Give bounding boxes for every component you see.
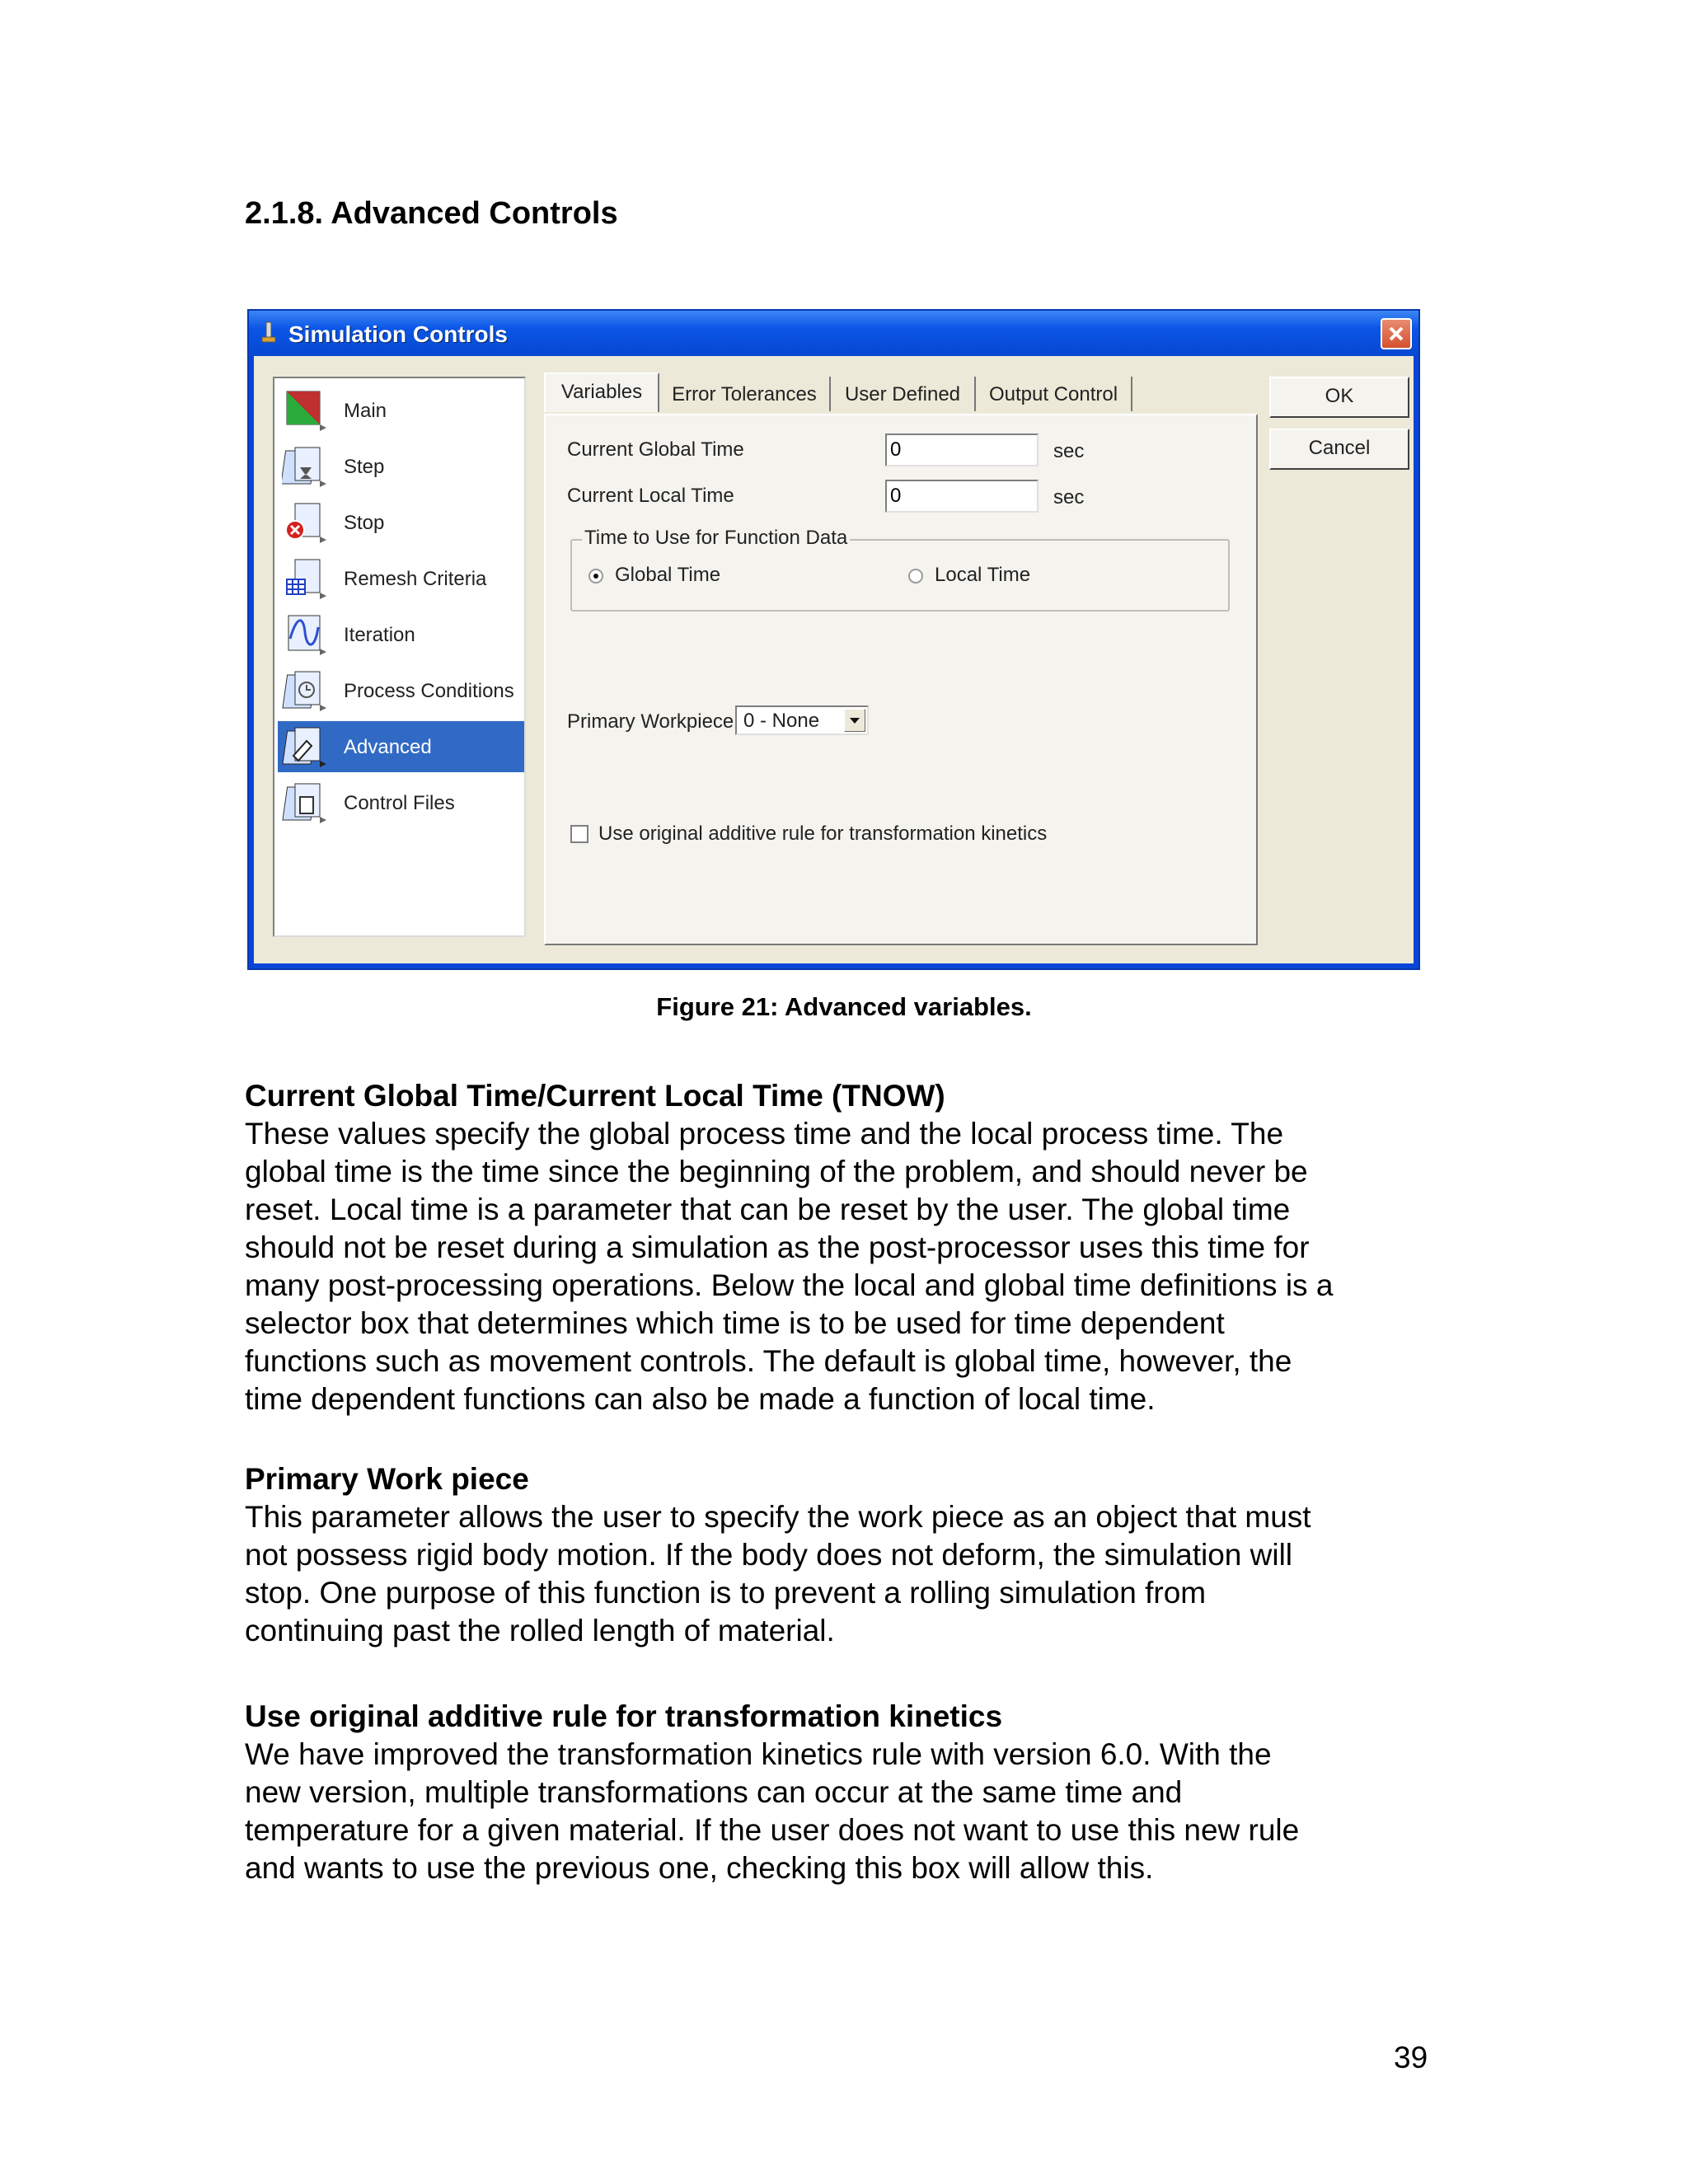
simulation-controls-dialog [247,309,1420,970]
dialog-client [254,356,1414,963]
section-heading: 2.1.8. Advanced Controls [245,196,618,231]
section-body-kinetics: We have improved the transformation kinetics rule with version 6.0. With the new version, multiple transformations can occur at the same time and temperature for a given material. If the user does not want to use this new rule and wants to use the previous one, checking this box will allow this. [245,1737,1300,1885]
global-time-label: Current Global Time [567,438,744,461]
sidebar-label-main: Main [344,400,387,422]
process-conditions-icon [282,667,335,715]
additive-rule-checkbox[interactable] [570,825,588,843]
sidebar-label-advanced: Advanced [344,736,432,758]
ok-button[interactable]: OK [1269,377,1409,418]
figure-caption: Figure 21: Advanced variables. [656,992,1032,1021]
tab-output-control[interactable]: Output Control [976,377,1132,411]
sidebar-label-remesh-criteria: Remesh Criteria [344,568,487,590]
local-time-label: Current Local Time [567,485,734,507]
sidebar-item-control-files[interactable] [278,777,524,828]
close-button[interactable] [1381,318,1412,349]
local-time-option-label: Local Time [935,564,1031,586]
local-time-radio[interactable] [908,569,923,583]
section-title-kinetics: Use original additive rule for transformation kinetics [245,1699,1003,1733]
sidebar-label-process-conditions: Process Conditions [344,680,514,702]
additive-rule-label: Use original additive rule for transformation kinetics [598,823,1048,845]
sidebar-item-iteration[interactable] [278,609,524,660]
dialog-title: Simulation Controls [288,321,508,347]
section-title-workpiece: Primary Work piece [245,1462,529,1496]
remesh-icon [282,555,335,602]
sidebar-item-process-conditions[interactable] [278,665,524,716]
global-time-option-label: Global Time [615,564,721,586]
iteration-icon [282,611,335,658]
section-body-workpiece: This parameter allows the user to specify the work piece as an object that must not possess rigid body motion. If the body does not deform, the simulation will stop. One purpose of this function is to prevent a rolling simulation from continuing past the rolled length of material. [245,1500,1311,1647]
variables-panel [544,414,1258,945]
time-group-title: Time to Use for Function Data [582,527,850,550]
sidebar-item-stop[interactable] [278,497,524,548]
primary-workpiece-select[interactable] [735,705,869,735]
advanced-icon [282,723,335,771]
sidebar-item-main[interactable] [278,385,524,436]
dialog-titlebar [249,311,1418,356]
time-function-group [570,527,1230,612]
local-time-unit: sec [1053,486,1085,509]
step-icon [282,443,335,490]
tab-user-defined[interactable]: User Defined [831,377,976,411]
primary-workpiece-value: 0 - None [743,710,820,732]
sidebar-label-step: Step [344,456,385,478]
app-icon [259,321,279,345]
section-title-time: Current Global Time/Current Local Time (TNOW) [245,1079,945,1113]
local-time-input[interactable]: 0 [885,480,1039,513]
section-body-time: These values specify the global process time and the local process time. The global time is the time since the beginning of the problem, and should never be reset. Local time is a parameter that can be reset by the user. The global time should not be reset during a simulation as the post-processor uses this time for many post-processing operations. Below the local and global time definitions is a selector box that determines which time is to be used for time dependent functions such as movement controls. The default is global time, however, the time dependent functions can also be made a function of local time. [245,1117,1334,1416]
control-files-icon [282,779,335,827]
tab-variables[interactable]: Variables [544,373,659,412]
chevron-down-icon[interactable] [844,709,865,732]
sidebar-item-advanced[interactable] [278,721,524,772]
stop-icon [282,499,335,546]
global-time-unit: sec [1053,440,1085,462]
page-number: 39 [1394,2041,1428,2074]
sidebar-label-control-files: Control Files [344,792,455,814]
sidebar-label-iteration: Iteration [344,624,415,646]
global-time-radio[interactable] [588,569,603,583]
tab-error-tolerances[interactable]: Error Tolerances [659,377,831,411]
sidebar-item-step[interactable] [278,441,524,492]
sidebar [273,377,526,937]
cancel-button[interactable]: Cancel [1269,429,1409,470]
primary-workpiece-label: Primary Workpiece [567,710,734,733]
global-time-input[interactable]: 0 [885,434,1039,466]
sidebar-item-remesh-criteria[interactable] [278,553,524,604]
close-icon [1388,326,1404,342]
sidebar-label-stop: Stop [344,512,385,534]
main-icon [282,387,335,434]
